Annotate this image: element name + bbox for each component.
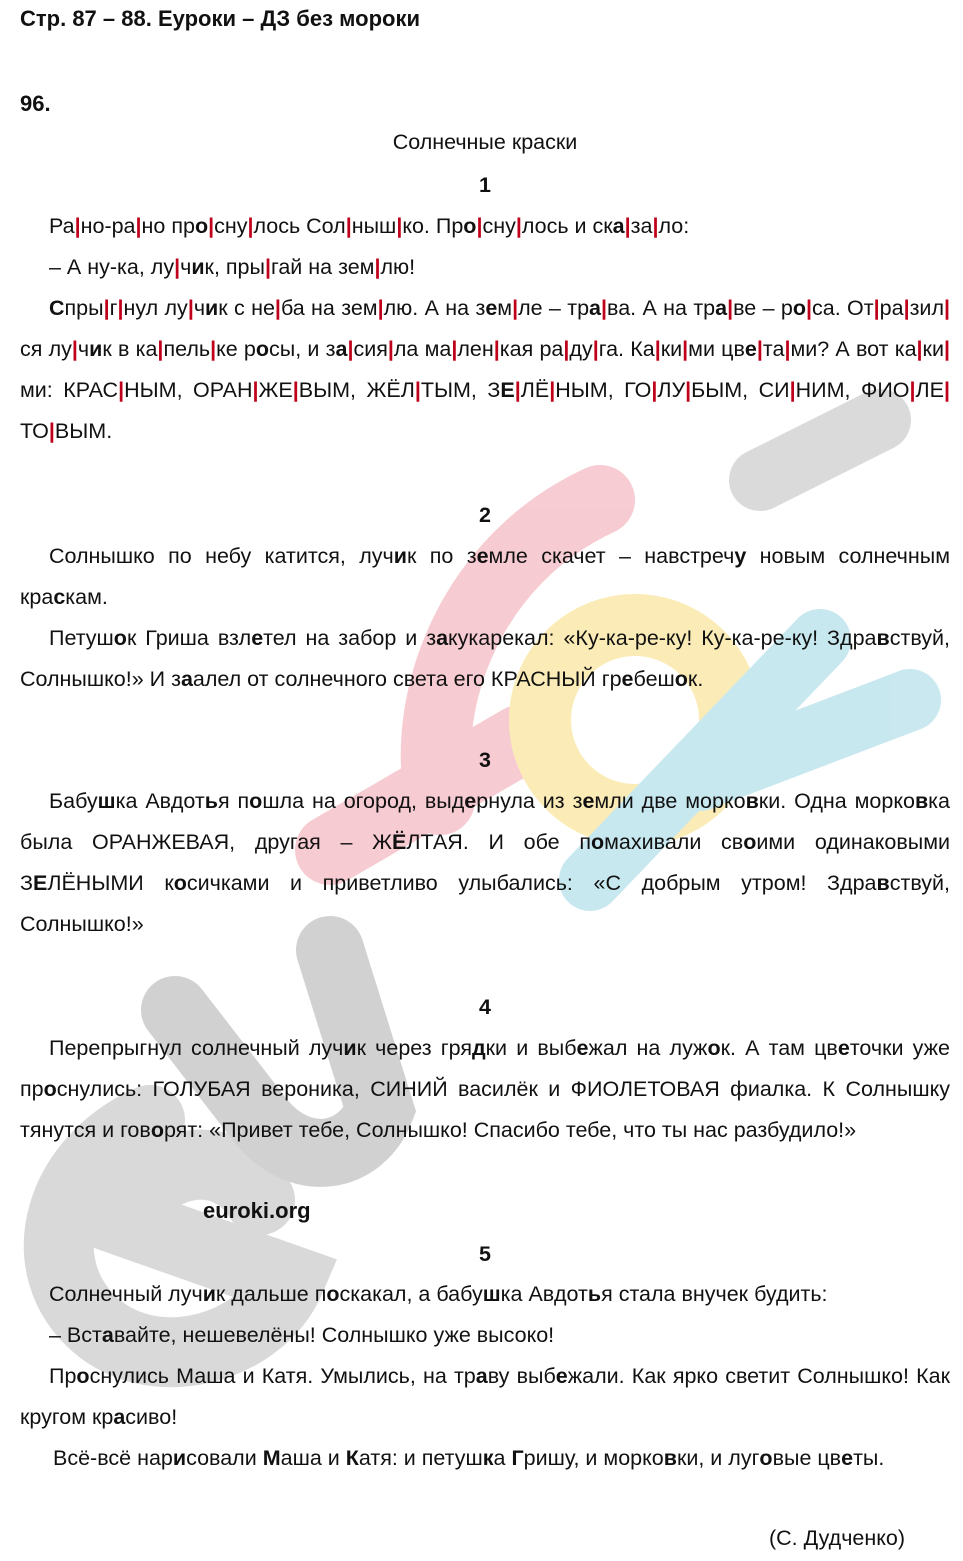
section-4-text xyxy=(20,1028,950,1151)
paragraph: Ра|но-ра|но про|сну|лось Сол|ныш|ко. Про|сну|лось и ска|за|ло: xyxy=(49,214,690,238)
section-number: 3 xyxy=(479,748,491,772)
paragraph: Спры|г|нул лу|чик с не|ба на зем|лю. А на зем|ле – тра|ва. А на тра|ве – ро|са. От|ра|зил|ся лу|чик в ка|пель|ке росы, и за|сия|ла ма|лен|кая ра|ду|га. Ка|ки|ми цве|та|ми? А вот ка|ки|ми: КРАС|НЫМ, ОРАН|ЖЕ|ВЫМ, ЖЁЛ|ТЫМ, ЗЕ|ЛЁ|НЫМ, ГО|ЛУ|БЫМ, СИ|НИМ, ФИО|ЛЕ|ТО|ВЫМ. xyxy=(20,296,951,443)
section-number: 2 xyxy=(479,503,491,527)
paragraph: Бабушка Авдотья пошла на огород, выдернула из земли две морковки. Одна морковка была ОРАНЖЕВАЯ, другая – ЖЁЛТАЯ. И обе помахивали своими одинаковыми ЗЕЛЁНЫМИ косичками и приветливо улыбались: «С добрым утром! Здравствуй, Солнышко!» xyxy=(20,789,951,936)
exercise-number: 96. xyxy=(20,91,51,116)
site-label: euroki.org xyxy=(203,1198,311,1223)
paragraph: – Вставайте, нешевелёны! Солнышко уже высоко! xyxy=(49,1323,555,1347)
section-number: 1 xyxy=(479,173,491,197)
section-5-text xyxy=(20,1274,950,1479)
story-title: Солнечные краски xyxy=(392,130,578,154)
section-2-text xyxy=(20,536,950,700)
paragraph: – А ну-ка, лу|чик, пры|гай на зем|лю! xyxy=(49,255,416,279)
section-number: 5 xyxy=(479,1242,491,1266)
paragraph: Всё-всё нарисовали Маша и Катя: и петушка Гришу, и морковки, и луговые цветы. xyxy=(53,1446,885,1470)
paragraph: Солнечный лучик дальше поскакал, а бабушка Авдотья стала внучек будить: xyxy=(49,1282,828,1306)
paragraph: Солнышко по небу катится, лучик по земле скачет – навстречу новым солнечным краскам. xyxy=(20,544,950,609)
paragraph: Петушок Гриша взлетел на забор и закукарекал: «Ку-ка-ре-ку! Ку-ка-ре-ку! Здравствуй, Солнышко!» И заалел от солнечного света его КРАСНЫЙ гребешок. xyxy=(20,626,951,691)
section-3-text xyxy=(20,781,950,945)
paragraph: Проснулись Маша и Катя. Умылись, на траву выбежали. Как ярко светит Солнышко! Как кругом красиво! xyxy=(20,1364,950,1429)
section-number: 4 xyxy=(479,995,491,1019)
page-header-title: Стр. 87 – 88. Еуроки – ДЗ без мороки xyxy=(20,6,420,31)
section-1-text xyxy=(20,206,950,452)
author: (С. Дудченко) xyxy=(768,1526,905,1550)
paragraph: Перепрыгнул солнечный лучик через грядки и выбежал на лужок. А там цветочки уже проснулись: ГОЛУБАЯ вероника, СИНИЙ василёк и ФИОЛЕТОВАЯ фиалка. К Солнышку тянутся и говорят: «Привет тебе, Солнышко! Спасибо тебе, что ты нас разбудило!» xyxy=(20,1036,950,1142)
